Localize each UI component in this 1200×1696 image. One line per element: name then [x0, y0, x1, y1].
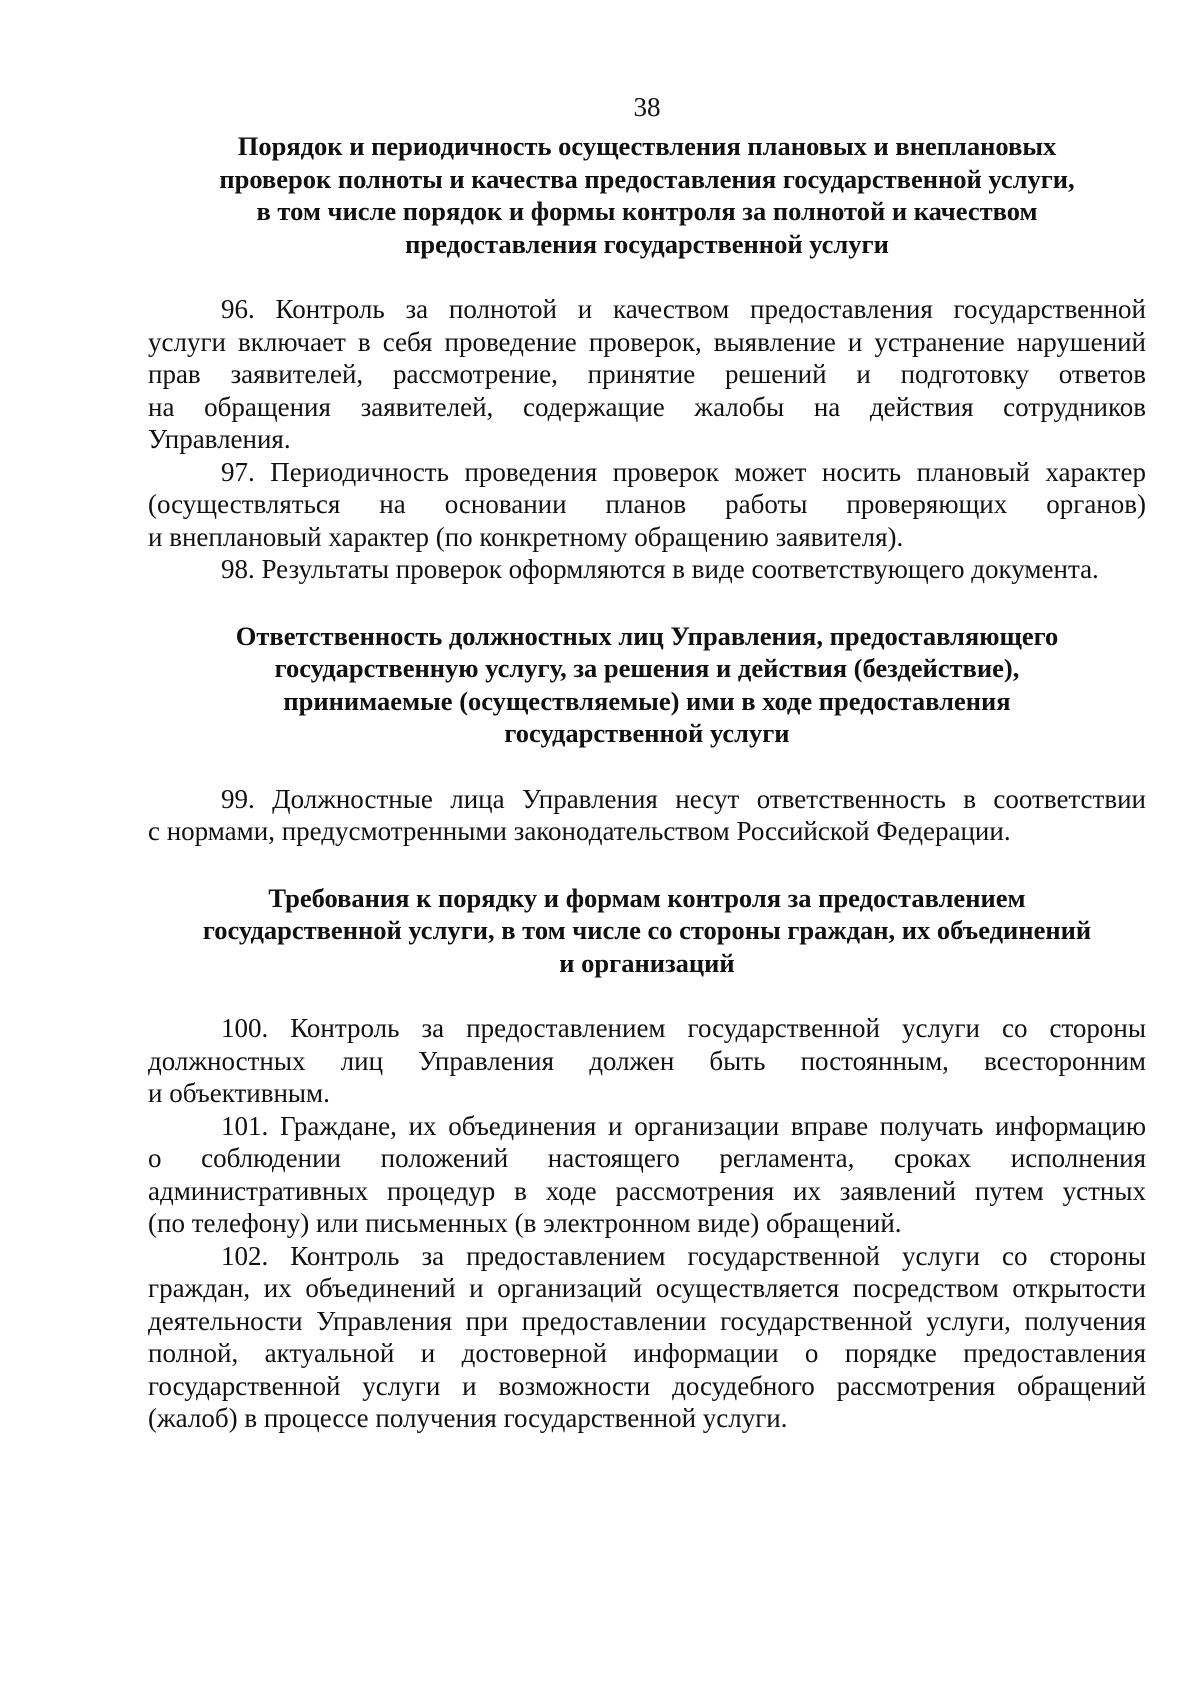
heading-line: принимаемые (осуществляемые) ими в ходе предоставления — [283, 685, 1011, 716]
section-inspection-procedure — [148, 130, 1146, 586]
heading-line: государственной услуги — [504, 718, 790, 748]
text-line: 101. Граждане, их объединения и организации вправе получать информацию — [221, 1110, 1146, 1141]
paragraph-102 — [148, 1240, 1146, 1435]
paragraph-100 — [148, 1012, 1146, 1110]
section-heading — [148, 882, 1146, 980]
text-line: (жалоб) в процессе получения государственной услуги. — [148, 1403, 788, 1433]
heading-line: проверок полноты и качества предоставления государственной услуги, — [219, 163, 1075, 194]
heading-line: предоставления государственной услуги — [405, 228, 889, 259]
text-line: граждан, их объединений и организаций осуществляется посредством открытости — [148, 1273, 1146, 1303]
text-line: о соблюдении положений настоящего регламента, сроках исполнения — [148, 1143, 1146, 1173]
text-line: 99. Должностные лица Управления несут ответственность в соответствии — [221, 783, 1146, 814]
heading-line: и организаций — [559, 947, 735, 978]
section-control-requirements — [148, 882, 1146, 1435]
text-line: административных процедур в ходе рассмотрения их заявлений путем устных — [148, 1175, 1146, 1206]
text-line: государственной услуги и возможности досудебного рассмотрения обращений — [148, 1370, 1146, 1401]
paragraph-101 — [148, 1110, 1146, 1240]
paragraph-97 — [148, 456, 1146, 554]
section-heading — [148, 130, 1146, 260]
text-line: услуги включает в себя проведение проверок, выявление и устранение нарушений — [148, 326, 1146, 357]
text-line: 96. Контроль за полнотой и качеством предоставления государственной — [221, 294, 1146, 324]
heading-line: государственную услугу, за решения и действия (бездействие), — [274, 653, 1020, 683]
text-line: 100. Контроль за предоставлением государственной услуги со стороны — [221, 1013, 1146, 1043]
section-officials-responsibility — [148, 620, 1146, 848]
text-line: с нормами, предусмотренными законодательством Российской Федерации. — [148, 816, 1011, 846]
text-line: и объективным. — [148, 1078, 330, 1108]
paragraph-99 — [148, 783, 1146, 848]
text-line: деятельности Управления при предоставлении государственной услуги, получения — [148, 1305, 1146, 1336]
text-line: и внеплановый характер (по конкретному обращению заявителя). — [148, 521, 904, 552]
text-line: полной, актуальной и достоверной информации о порядке предоставления — [148, 1338, 1146, 1368]
text-line: прав заявителей, рассмотрение, принятие решений и подготовку ответов — [148, 359, 1146, 389]
text-line: Управления. — [148, 424, 291, 454]
text-line: на обращения заявителей, содержащие жалобы на действия сотрудников — [148, 391, 1146, 422]
heading-line: Ответственность должностных лиц Управления, предоставляющего — [235, 620, 1059, 651]
heading-line: государственной услуги, в том числе со стороны граждан, их объединений — [202, 915, 1092, 945]
text-line: 98. Результаты проверок оформляются в виде соответствующего документа. — [221, 554, 1099, 584]
text-line: 102. Контроль за предоставлением государственной услуги со стороны — [221, 1240, 1146, 1271]
heading-line: Порядок и периодичность осуществления плановых и внеплановых — [237, 131, 1057, 161]
text-line: (по телефону) или письменных (в электронном виде) обращений. — [148, 1208, 902, 1238]
paragraph-96 — [148, 293, 1146, 456]
text-line: должностных лиц Управления должен быть постоянным, всесторонним — [148, 1045, 1146, 1076]
heading-line: в том числе порядок и формы контроля за полнотой и качеством — [256, 196, 1038, 226]
text-line: 97. Периодичность проведения проверок может носить плановый характер — [221, 456, 1146, 487]
text-line: (осуществляться на основании планов работы проверяющих органов) — [148, 489, 1146, 519]
document-body — [148, 130, 1146, 1435]
section-heading — [148, 620, 1146, 750]
page-number: 38 — [633, 92, 661, 122]
heading-line: Требования к порядку и формам контроля за предоставлением — [268, 882, 1026, 913]
paragraph-98 — [148, 553, 1146, 586]
